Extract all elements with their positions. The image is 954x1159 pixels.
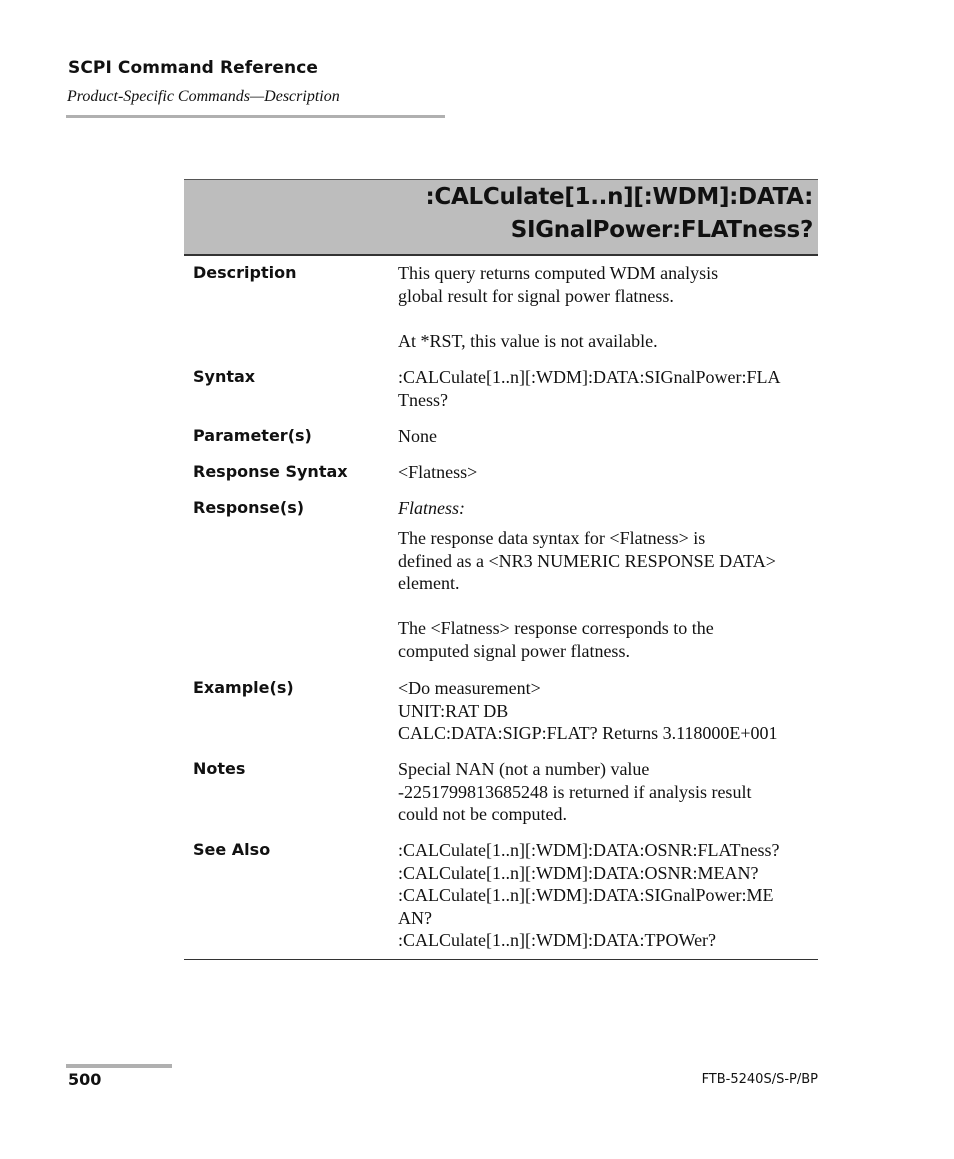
responses-label: Response(s)	[193, 498, 305, 517]
description-line: At *RST, this value is not available.	[398, 330, 658, 351]
response-syntax-line: <Flatness>	[398, 462, 478, 482]
see-also-text	[398, 839, 818, 952]
product-code: FTB-5240S/S-P/BP	[701, 1072, 818, 1087]
see-also-line: :CALCulate[1..n][:WDM]:DATA:OSNR:MEAN?	[398, 862, 759, 883]
responses-name	[398, 497, 818, 520]
syntax-text	[398, 366, 818, 411]
response-param-name: Flatness:	[398, 498, 465, 518]
notes-text	[398, 758, 818, 826]
see-also-line: :CALCulate[1..n][:WDM]:DATA:TPOWer?	[398, 930, 717, 950]
see-also-line: AN?	[398, 907, 432, 928]
see-also-label: See Also	[193, 840, 271, 859]
command-title-line-1: :CALCulate[1..n][:WDM]:DATA:	[425, 184, 813, 210]
see-also-line: :CALCulate[1..n][:WDM]:DATA:OSNR:FLATness?	[398, 840, 780, 860]
responses-line: defined as a <NR3 NUMERIC RESPONSE DATA>	[398, 550, 776, 571]
responses-text	[398, 527, 818, 662]
description-line: global result for signal power flatness.	[398, 285, 674, 306]
command-title-line-2: SIGnalPower:FLATness?	[510, 217, 813, 243]
syntax-label: Syntax	[193, 367, 256, 386]
parameters-value	[398, 425, 818, 448]
notes-line: -2251799813685248 is returned if analysis result	[398, 781, 752, 802]
notes-line: Special NAN (not a number) value	[398, 759, 650, 779]
responses-line: The <Flatness> response corresponds to the	[398, 618, 714, 638]
responses-line: computed signal power flatness.	[398, 640, 630, 661]
examples-line: CALC:DATA:SIGP:FLAT? Returns 3.118000E+001	[398, 723, 778, 743]
section-heading: SCPI Command Reference	[68, 58, 319, 78]
response-syntax-value	[398, 461, 818, 484]
responses-line: The response data syntax for <Flatness> is	[398, 528, 706, 548]
notes-line: could not be computed.	[398, 804, 567, 824]
parameters-label: Parameter(s)	[193, 426, 312, 445]
examples-text	[398, 677, 818, 745]
examples-line: <Do measurement>	[398, 678, 541, 698]
responses-line: element.	[398, 573, 460, 593]
description-label: Description	[193, 263, 297, 282]
page-number: 500	[68, 1070, 102, 1089]
footer-divider	[66, 1064, 172, 1068]
examples-line: UNIT:RAT DB	[398, 700, 509, 721]
table-bottom-rule	[184, 959, 818, 960]
section-subheading: Product-Specific Commands—Description	[67, 88, 340, 105]
command-title-bar	[184, 179, 818, 256]
notes-label: Notes	[193, 759, 246, 778]
description-text	[398, 262, 818, 352]
response-syntax-label: Response Syntax	[193, 462, 348, 481]
header-divider	[66, 115, 445, 118]
syntax-line: Tness?	[398, 389, 448, 410]
parameters-line: None	[398, 426, 437, 446]
syntax-line: :CALCulate[1..n][:WDM]:DATA:SIGnalPower:FLA	[398, 367, 781, 387]
examples-label: Example(s)	[193, 678, 294, 697]
see-also-line: :CALCulate[1..n][:WDM]:DATA:SIGnalPower:ME	[398, 885, 774, 905]
description-line: This query returns computed WDM analysis	[398, 263, 719, 283]
